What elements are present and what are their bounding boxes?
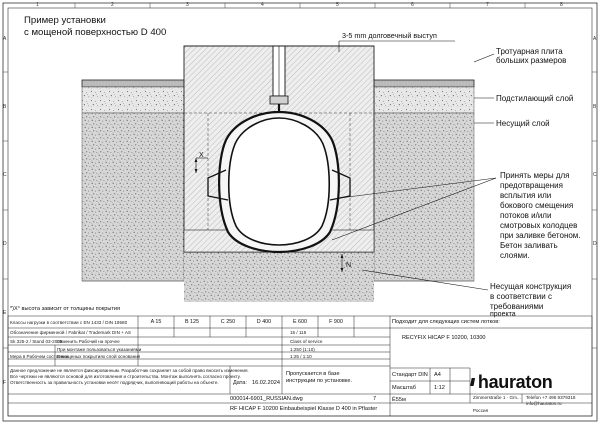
address-2: Telefon +7 495 9379318 — [526, 395, 576, 400]
bedding-layer-right — [374, 87, 474, 113]
grid-number-8: 8 — [560, 2, 563, 8]
info-row-3: Мера в Рабочем состоянии — [10, 354, 69, 359]
drawing-title-line1: Пример установки — [24, 15, 106, 26]
scale-label: Масштаб — [392, 385, 416, 391]
grid-letter-d: D — [3, 241, 7, 247]
disclaimer-2: Все чертежи не являются основой для изготовления и строительства. Монтаж выполнять согласно проекту. — [10, 374, 241, 379]
label-load-4: проекта — [490, 311, 516, 318]
date-value: 16.02.2024 — [252, 380, 280, 386]
standard-label: Стандарт DIN — [392, 372, 428, 378]
dimension-note: 3-5 mm долговечный выступ — [342, 31, 437, 40]
label-measures-7: при заливке бетоном. — [500, 231, 581, 240]
footnote: *)X° высота зависит от толщины покрытия — [10, 306, 121, 312]
address-3: info@hauraton.ru — [526, 401, 562, 406]
grid-letter-e: E — [3, 310, 7, 316]
disclaimer-1: Данное предложение не является фиксированным. Разработчик сохраняет за собой право вносить изменения. — [10, 368, 249, 373]
label-paving-1: Тротуарная плита — [496, 47, 563, 56]
value-1: 15 / 115 — [290, 330, 307, 335]
document-page: 7 — [373, 396, 377, 402]
dim-letter-n: N — [346, 262, 352, 269]
label-measures-3: всплытия или — [500, 191, 552, 200]
note-3: В мощеных покрытиях слой основания — [57, 354, 141, 359]
grid-number-7: 7 — [486, 2, 489, 8]
grid-letter-c-right: C — [593, 172, 597, 178]
standard-value: A4 — [434, 372, 441, 378]
grid-number-6: 6 — [411, 2, 414, 8]
value-2: Class of service — [290, 339, 323, 344]
info-row-2: Sk 325-2 / Stand 03-2005 — [10, 339, 63, 344]
channel-inner-wall — [229, 118, 330, 245]
scale-value: 1:12 — [434, 385, 445, 391]
foundation-layer — [184, 252, 374, 302]
drawing-name: RF HICAP F 10200 Einbaubeispiel Klasse D 400 in Pflaster — [230, 406, 378, 412]
drawing-note-sub: инструкции по установке. — [286, 378, 353, 384]
address-1: Zimmerstraße 1 · Gm... — [473, 395, 521, 400]
load-class-e600: E 600 — [292, 319, 308, 325]
grid-number-2: 2 — [111, 2, 114, 8]
load-class-d400: D 400 — [256, 319, 272, 325]
info-row-1: Oбозначение фирменной / Fabrikat / Trademark DIN + AS — [10, 330, 131, 335]
grid-letter-d-right: D — [593, 241, 597, 247]
note-2: При монтаже пользоваться указаниями — [57, 347, 142, 352]
grid-number-5: 5 — [336, 2, 339, 8]
hauraton-logo — [470, 372, 552, 393]
disclaimer-3: Ответственность за правильность установки несёт подрядчик, выполняющий работы на объекте. — [10, 380, 219, 385]
sheet-label: Ё55м — [392, 397, 406, 403]
load-class-b125: B 125 — [184, 319, 200, 325]
load-class-header: Классы нагрузки в соответствии с EN 1433 / DIN 19580 — [10, 320, 128, 325]
suitable-systems: RECYFIX HICAP F 10200, 10300 — [402, 335, 486, 341]
logo-mark-icon: /// — [470, 377, 474, 389]
address-4: Россия — [473, 408, 489, 413]
load-class-c250: C 250 — [220, 319, 236, 325]
paving-slab-right — [374, 80, 474, 87]
suitable-systems-label: Подходит для следующих систем лотков: — [392, 319, 500, 325]
date-label: Дата: — [233, 380, 247, 386]
grid-letter-c: C — [3, 172, 7, 178]
label-load-1: Несущая конструкция — [490, 282, 572, 291]
label-base: Несущий слой — [496, 119, 550, 128]
grid-number-4: 4 — [261, 2, 264, 8]
drawing-note-label: Пропускается в базе — [286, 371, 340, 377]
label-paving-2: больших размеров — [496, 56, 567, 65]
label-measures-6: смотровых колодцев — [500, 221, 578, 230]
grid-letter-b-right: B — [593, 104, 597, 110]
label-load-2: в соответствии с — [490, 292, 552, 301]
label-bedding: Подстилающий слой — [496, 94, 574, 103]
load-class-f900: F 900 — [329, 319, 343, 325]
grid-letter-a-right: A — [593, 36, 597, 42]
note-1: Заменить Рабочий на прочее — [57, 339, 120, 344]
value-3: 1:250 (1:10) — [290, 347, 315, 352]
base-layer-left — [82, 113, 184, 281]
dim-letter-x: X — [199, 152, 204, 159]
label-load-3: требованиями — [490, 302, 544, 311]
load-class-a15: A 15 — [150, 319, 162, 325]
label-measures-2: предотвращения — [500, 181, 563, 190]
grid-letter-b: B — [3, 104, 7, 110]
label-measures-9: слоями. — [500, 251, 530, 260]
document-number: 000014-6901_RUSSIAN.dwg — [230, 396, 303, 402]
bedding-layer-left — [82, 87, 184, 113]
drawing-title-line2: с мощеной поверхностью D 400 — [24, 27, 167, 38]
label-measures-1: Принять меры для — [500, 171, 570, 180]
grid-letter-f: F — [3, 380, 7, 386]
paving-slab-left — [82, 80, 184, 87]
label-measures-8: Бетон заливать — [500, 241, 558, 250]
label-measures-4: бокового смещения — [500, 201, 574, 210]
grid-letter-a: A — [3, 36, 7, 42]
grid-number-3: 3 — [186, 2, 189, 8]
grid-number-1: 1 — [36, 2, 39, 8]
value-4: 1:25 / 1:10 — [290, 354, 312, 359]
base-layer-right — [374, 113, 474, 281]
company-name: hauraton — [477, 372, 553, 392]
label-measures-5: потоков и/или — [500, 211, 552, 220]
